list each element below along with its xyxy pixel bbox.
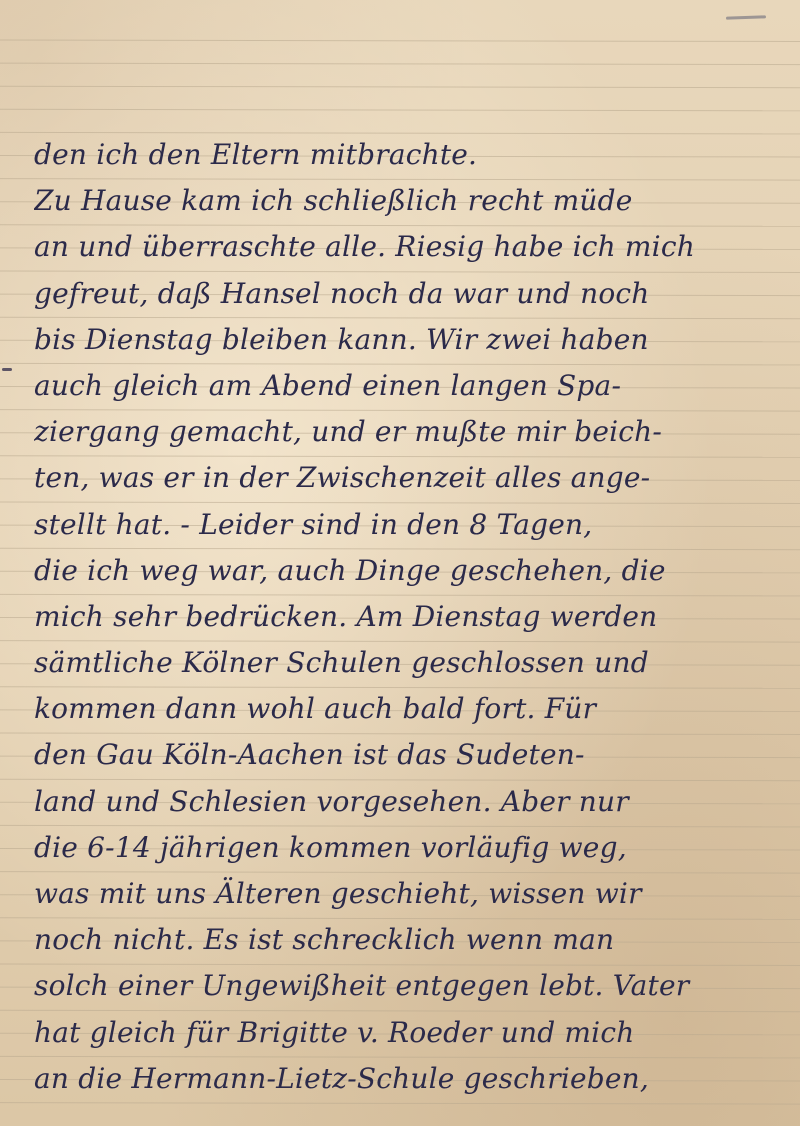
text-line: die ich weg war, auch Dinge geschehen, die [34, 553, 666, 587]
text-line: mich sehr bedrücken. Am Dienstag werden [34, 599, 658, 633]
text-line: hat gleich für Brigitte v. Roeder und mich [34, 1015, 635, 1049]
ruled-line [0, 40, 800, 42]
text-line: land und Schlesien vorgesehen. Aber nur [34, 784, 629, 818]
text-line: stellt hat. - Leider sind in den 8 Tagen, [34, 507, 593, 541]
text-line: den ich den Eltern mitbrachte. [34, 138, 478, 171]
ruled-line [0, 86, 800, 88]
text-line: auch gleich am Abend einen langen Spa- [34, 368, 622, 402]
text-line: Zu Hause kam ich schließlich recht müde [34, 184, 633, 218]
text-line: bis Dienstag bleiben kann. Wir zwei haben [34, 322, 649, 356]
text-line: noch nicht. Es ist schrecklich wenn man [34, 923, 615, 957]
text-line: an und überraschte alle. Riesig habe ich mich [34, 230, 695, 264]
text-line: solch einer Ungewißheit entgegen lebt. Vater [34, 969, 690, 1003]
text-line: kommen dann wohl auch bald fort. Für [34, 692, 597, 726]
text-line: sämtliche Kölner Schulen geschlossen und [34, 646, 649, 680]
text-line: den Gau Köln-Aachen ist das Sudeten- [34, 738, 585, 772]
margin-dash [2, 368, 12, 371]
text-line: die 6-14 jährigen kommen vorläufig weg, [34, 830, 627, 864]
handwritten-text [34, 132, 794, 1102]
text-line: ziergang gemacht, und er mußte mir beich- [34, 415, 663, 449]
text-line: ten, was er in der Zwischenzeit alles ange- [34, 461, 651, 495]
text-line: an die Hermann-Lietz-Schule geschrieben, [34, 1061, 649, 1095]
ruled-line [0, 1103, 800, 1105]
ruled-line [0, 109, 800, 111]
ruled-line [0, 63, 800, 65]
text-line: was mit uns Älteren geschieht, wissen wir [34, 877, 642, 910]
text-line: gefreut, daß Hansel noch da war und noch [34, 276, 650, 310]
